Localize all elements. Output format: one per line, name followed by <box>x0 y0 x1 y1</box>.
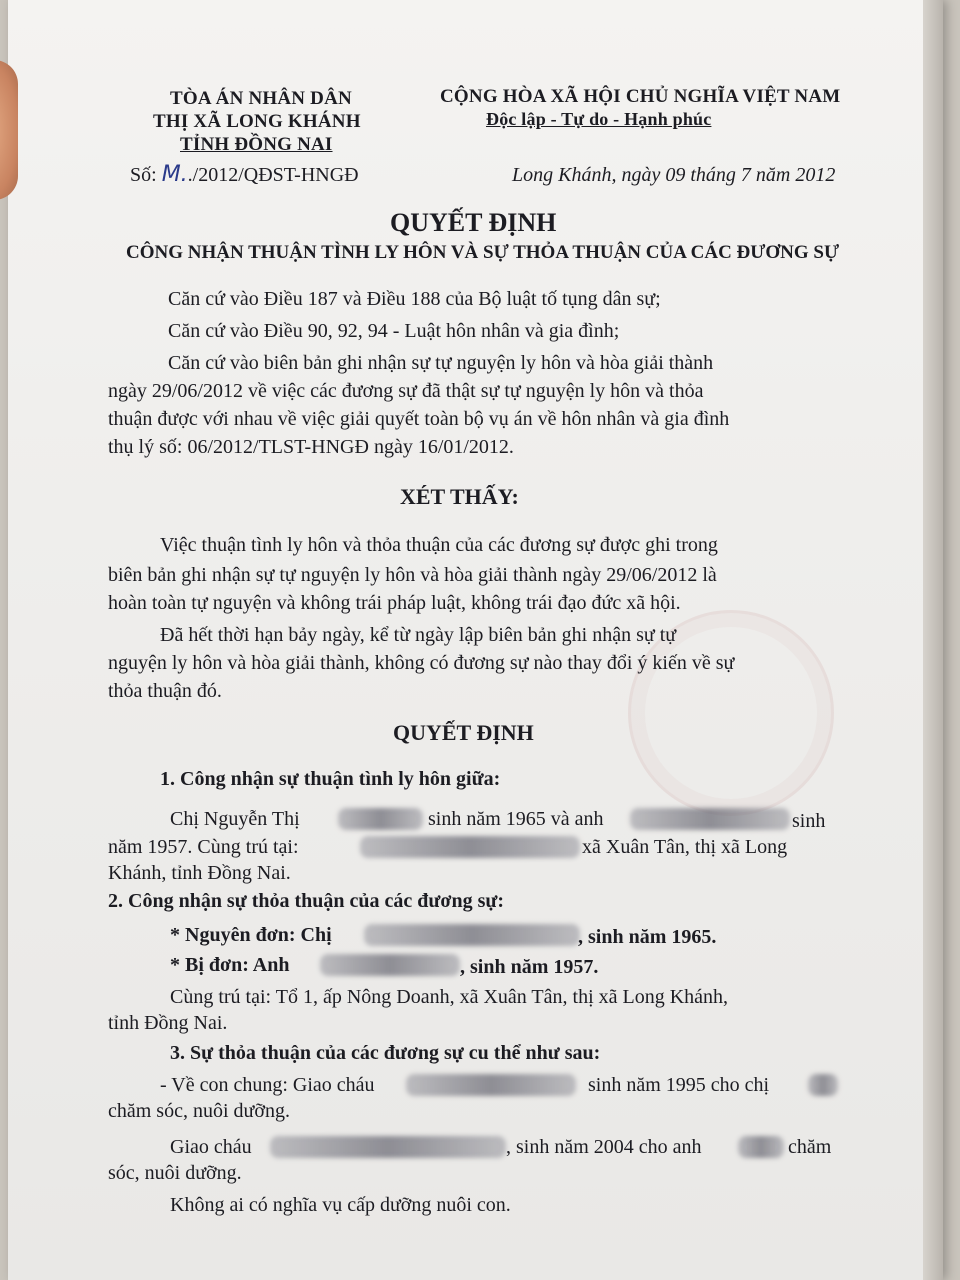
s3-child2-c: chăm <box>788 1136 832 1158</box>
decision-number <box>130 162 359 188</box>
s3-child2-b: , sinh năm 2004 cho anh <box>506 1136 702 1158</box>
basis-3-line2: ngày 29/06/2012 về việc các đương sự đã thật sự tự nguyện ly hôn và thỏa <box>108 380 704 402</box>
s1-text-b: sinh năm 1965 và anh <box>428 808 604 830</box>
redacted-address <box>360 836 580 858</box>
considering-p2-line3: thỏa thuận đó. <box>108 680 222 702</box>
redacted-name <box>338 808 423 830</box>
country-name: CỘNG HÒA XÃ HỘI CHỦ NGHĨA VIỆT NAM <box>440 86 841 107</box>
redacted-name <box>738 1136 784 1158</box>
s3-child1-a: - Về con chung: Giao cháu <box>160 1074 375 1096</box>
motto: Độc lập - Tự do - Hạnh phúc <box>486 109 712 129</box>
considering-heading: XÉT THẤY: <box>400 484 519 509</box>
section-3-heading: 3. Sự thỏa thuận của các đương sự cu thể như sau: <box>170 1042 601 1064</box>
s2-plaintiff-b: , sinh năm 1965. <box>578 926 717 948</box>
redacted-name <box>630 808 790 830</box>
section-1-heading: 1. Công nhận sự thuận tình ly hôn giữa: <box>160 768 501 790</box>
court-name-line3: TỈNH ĐỒNG NAI <box>180 134 333 155</box>
page-edge-shadow <box>923 0 943 1280</box>
s2-defendant-a: * Bị đơn: Anh <box>170 954 290 976</box>
court-name-line2: THỊ XÃ LONG KHÁNH <box>153 111 361 132</box>
redacted-name <box>320 954 460 976</box>
s1-text-d: năm 1957. Cùng trú tại: <box>108 836 299 858</box>
basis-3-line4: thụ lý số: 06/2012/TLST-HNGĐ ngày 16/01/2012. <box>108 436 514 458</box>
number-suffix: ./2012/QĐST-HNGĐ <box>187 164 359 186</box>
section-2-heading: 2. Công nhận sự thỏa thuận của các đương sự: <box>108 890 505 912</box>
considering-p2-line1: Đã hết thời hạn bảy ngày, kể từ ngày lập biên bản ghi nhận sự tự <box>160 624 677 646</box>
s1-text-c: sinh <box>792 810 826 832</box>
redacted-name <box>270 1136 506 1158</box>
basis-3-line1: Căn cứ vào biên bản ghi nhận sự tự nguyện ly hôn và hòa giải thành <box>168 352 714 374</box>
decision-heading: QUYẾT ĐỊNH <box>393 720 534 745</box>
s3-child1-c: chăm sóc, nuôi dưỡng. <box>108 1100 290 1122</box>
considering-p1-line3: hoàn toàn tự nguyện và không trái pháp luật, không trái đạo đức xã hội. <box>108 592 681 614</box>
considering-p1-line2: biên bản ghi nhận sự tự nguyện ly hôn và hòa giải thành ngày 29/06/2012 là <box>108 564 717 586</box>
finger <box>0 60 18 200</box>
s2-addr-line2: tỉnh Đồng Nai. <box>108 1012 228 1034</box>
redacted-name <box>808 1074 838 1096</box>
redacted-name <box>364 924 580 946</box>
document-subtitle: CÔNG NHẬN THUẬN TÌNH LY HÔN VÀ SỰ THỎA THUẬN CỦA CÁC ĐƯƠNG SỰ <box>126 242 840 263</box>
basis-1: Căn cứ vào Điều 187 và Điều 188 của Bộ luật tố tụng dân sự; <box>168 288 661 310</box>
redacted-name <box>406 1074 576 1096</box>
basis-2: Căn cứ vào Điều 90, 92, 94 - Luật hôn nhân và gia đình; <box>168 320 620 342</box>
s1-text-e: xã Xuân Tân, thị xã Long <box>582 836 788 858</box>
document-title: QUYẾT ĐỊNH <box>390 208 557 237</box>
s3-child1-b: sinh năm 1995 cho chị <box>588 1074 770 1096</box>
s3-child2-a: Giao cháu <box>170 1136 252 1158</box>
s2-addr-line1: Cùng trú tại: Tổ 1, ấp Nông Doanh, xã Xuân Tân, thị xã Long Khánh, <box>170 986 729 1008</box>
s3-support: Không ai có nghĩa vụ cấp dưỡng nuôi con. <box>170 1194 511 1216</box>
court-name-line1: TÒA ÁN NHÂN DÂN <box>170 88 352 109</box>
s2-plaintiff-a: * Nguyên đơn: Chị <box>170 924 332 946</box>
s1-text-f: Khánh, tỉnh Đồng Nai. <box>108 862 291 884</box>
number-handwritten: M. <box>161 162 188 187</box>
considering-p2-line2: nguyện ly hôn và hòa giải thành, không có đương sự nào thay đổi ý kiến về sự <box>108 652 735 674</box>
considering-p1-line1: Việc thuận tình ly hôn và thỏa thuận của các đương sự được ghi trong <box>160 534 718 556</box>
issue-date: Long Khánh, ngày 09 tháng 7 năm 2012 <box>512 164 836 186</box>
number-prefix: Số: <box>130 164 157 186</box>
s3-child2-d: sóc, nuôi dưỡng. <box>108 1162 242 1184</box>
s2-defendant-b: , sinh năm 1957. <box>460 956 599 978</box>
document-page <box>8 0 943 1280</box>
basis-3-line3: thuận được với nhau về việc giải quyết toàn bộ vụ án về hôn nhân và gia đình <box>108 408 730 430</box>
s1-text-a: Chị Nguyễn Thị <box>170 808 300 830</box>
